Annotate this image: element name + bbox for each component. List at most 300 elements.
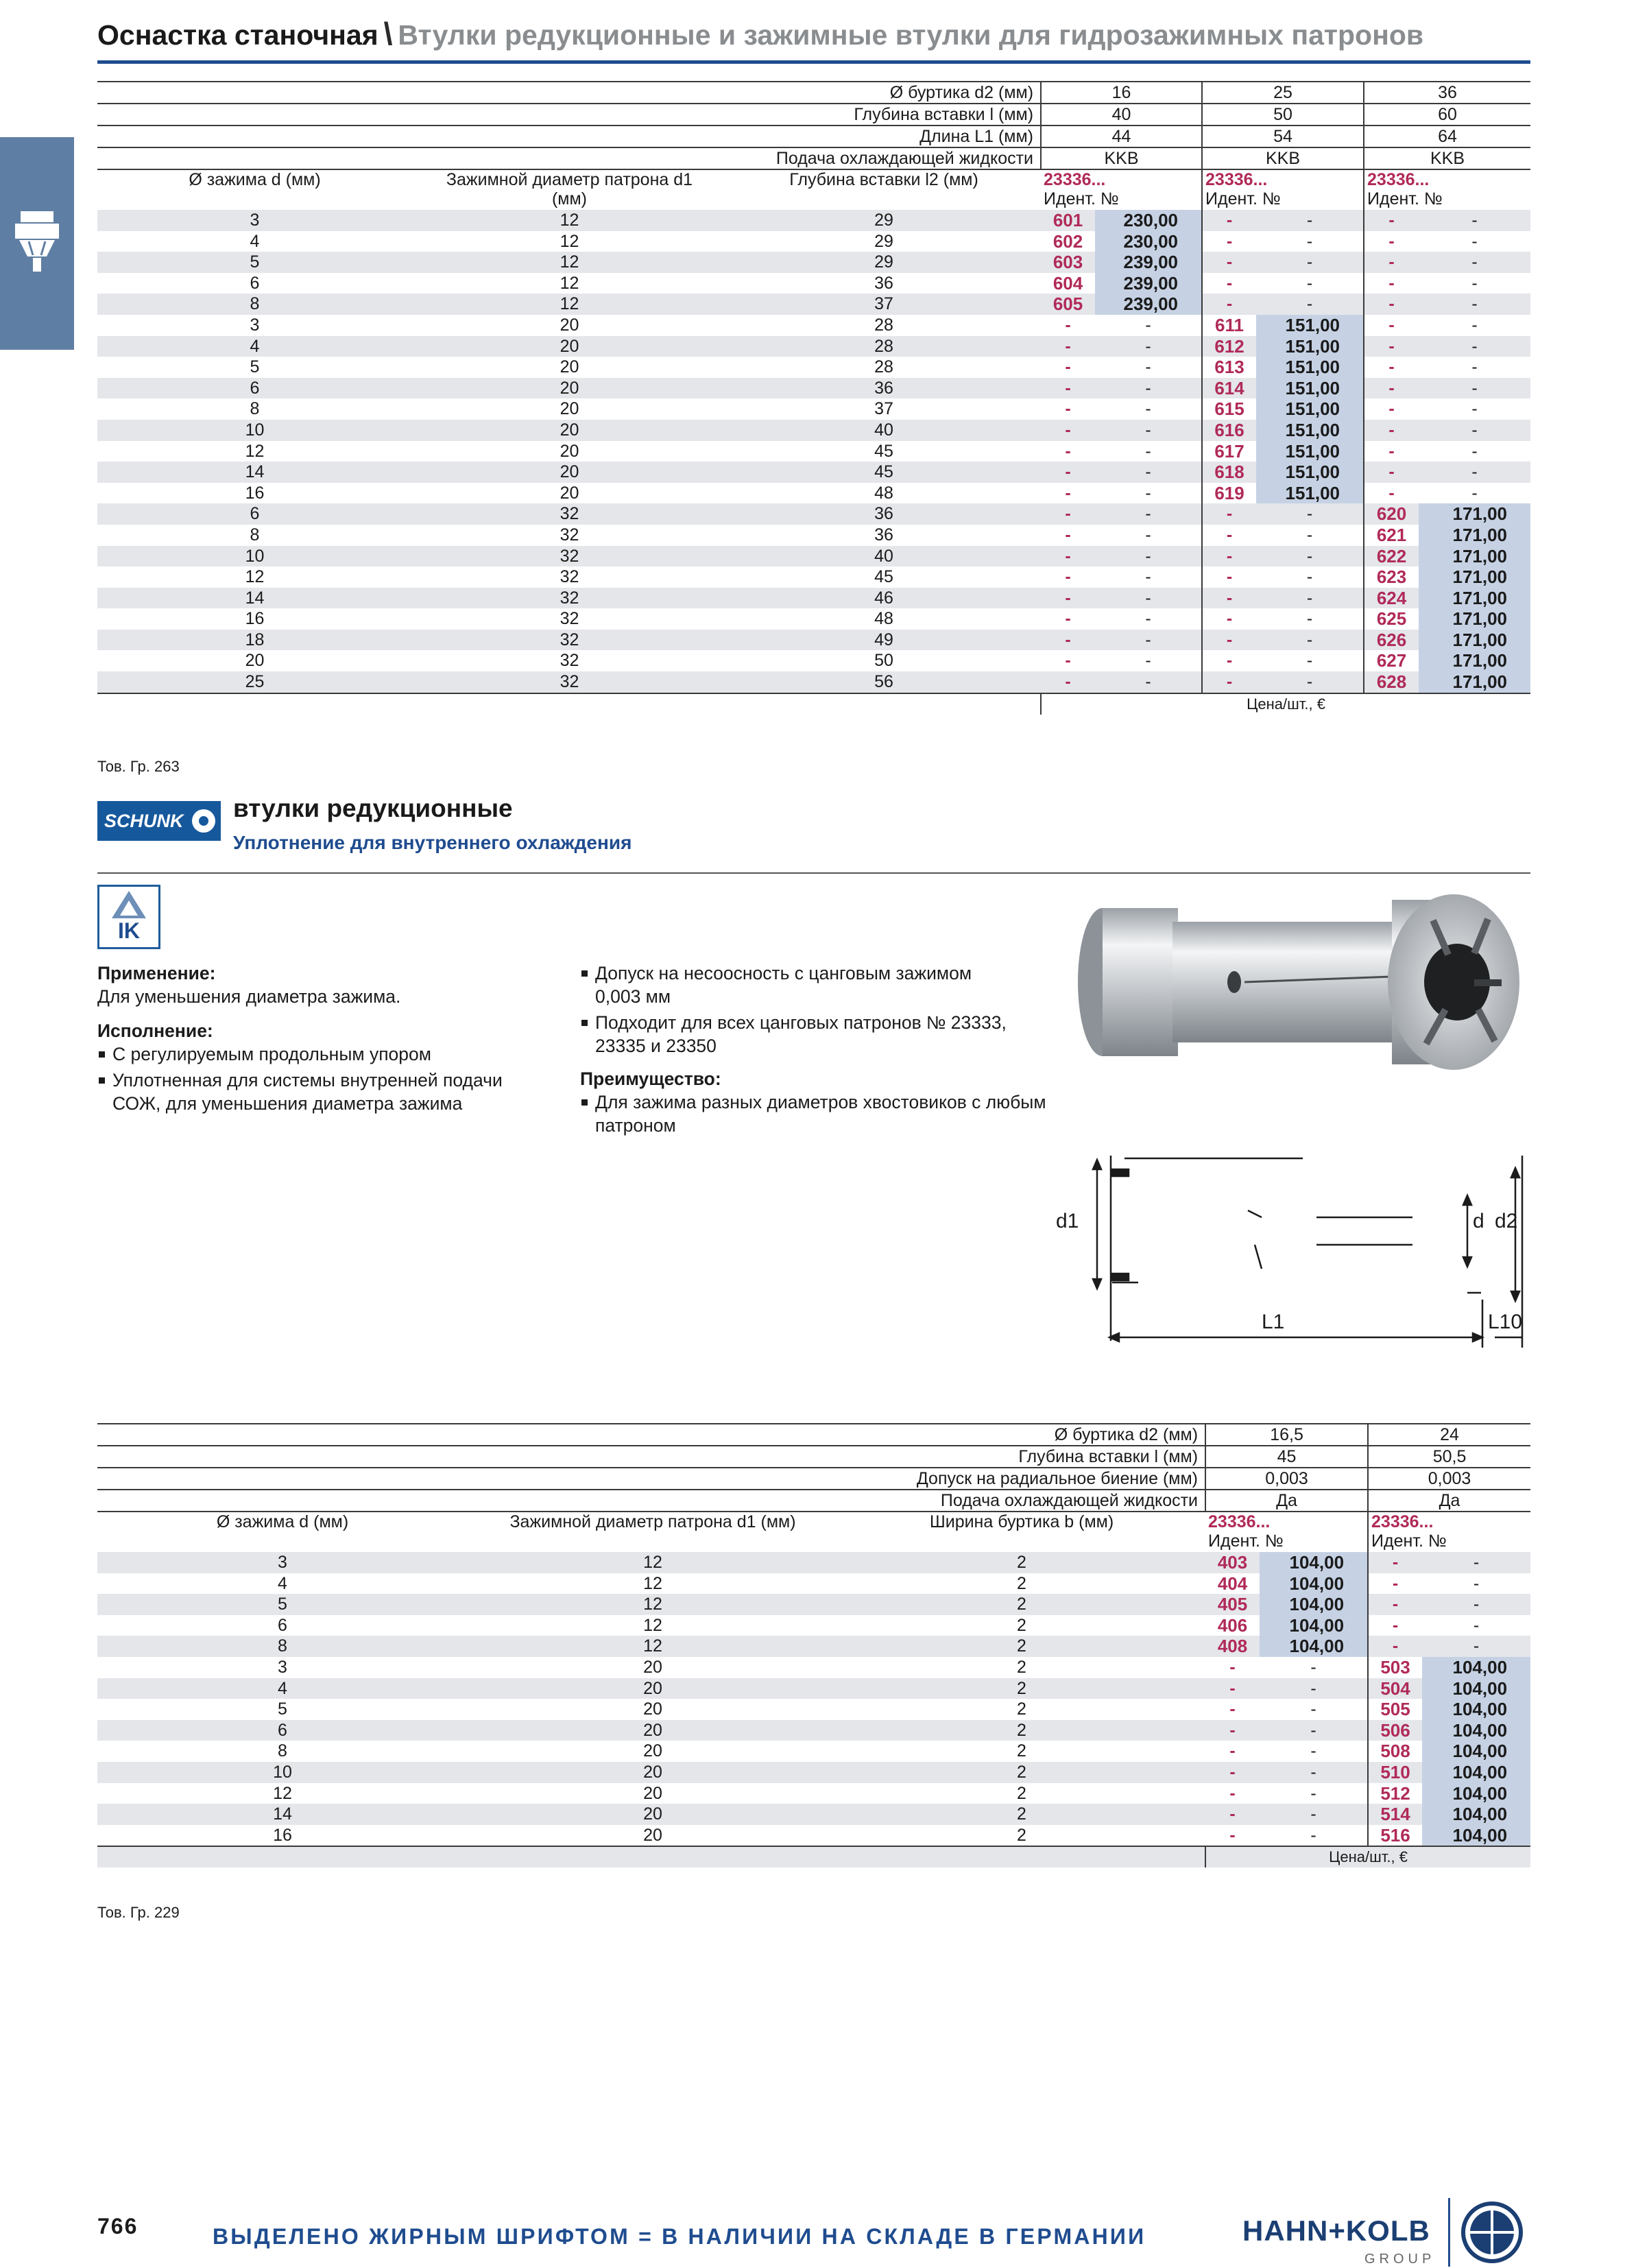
- column-header: [97, 169, 412, 210]
- ik-coolant-icon: IK: [97, 885, 160, 949]
- table-row: [97, 1615, 1530, 1636]
- cell-b: 2: [838, 1594, 1205, 1615]
- price: 230,00: [1095, 210, 1202, 231]
- ident-number: 627: [1376, 650, 1407, 671]
- cell-d: 16: [245, 609, 265, 629]
- price: -: [1260, 1825, 1368, 1847]
- ident-number: -: [1065, 357, 1071, 377]
- spec-row: [97, 1490, 1530, 1512]
- price: -: [1095, 546, 1202, 567]
- cell-d1: 20: [412, 420, 727, 441]
- execution-item: С регулируемым продольным упором: [97, 1042, 536, 1066]
- ident-number: -: [1202, 210, 1256, 231]
- table-row: [97, 1825, 1530, 1847]
- spec-value: 44: [1041, 126, 1202, 147]
- price: -: [1419, 294, 1530, 315]
- cell-d: 12: [245, 567, 265, 587]
- cell-b: 2: [838, 1678, 1205, 1699]
- cell-d1: 20: [643, 1699, 662, 1719]
- ident-number: -: [1388, 357, 1395, 377]
- cell-d1: 20: [643, 1825, 662, 1845]
- price-footer-row: [97, 694, 1530, 715]
- price: -: [1256, 503, 1364, 525]
- article-prefix: 23336...: [1371, 1512, 1434, 1531]
- cell-d: 10: [97, 420, 412, 441]
- spec-value: 54: [1202, 126, 1364, 147]
- price: -: [1095, 441, 1202, 462]
- cell-l2: 56: [727, 671, 1041, 693]
- table-row: [97, 503, 1530, 525]
- cell-b: 2: [838, 1552, 1205, 1573]
- ident-number: 615: [1214, 398, 1244, 420]
- price: -: [1422, 1552, 1530, 1573]
- ident-number: -: [1388, 399, 1395, 419]
- table-row: [97, 252, 1530, 273]
- cell-d: 16: [245, 483, 265, 503]
- spec-row: [97, 147, 1530, 169]
- cell-d: 6: [97, 378, 412, 399]
- spec-row: [97, 1446, 1530, 1468]
- cell-d: 14: [97, 462, 412, 483]
- table-row: [97, 420, 1530, 441]
- price: 104,00: [1422, 1657, 1530, 1678]
- category-side-tab[interactable]: [0, 137, 74, 350]
- price: 104,00: [1260, 1552, 1368, 1573]
- ident-number: -: [1065, 399, 1071, 419]
- ident-number: -: [1041, 630, 1095, 651]
- cell-b: 2: [838, 1720, 1205, 1741]
- reduction-sleeves-table: [97, 81, 1530, 715]
- cell-d: 4: [97, 336, 412, 357]
- cell-d1: 32: [412, 671, 727, 693]
- table-row: [97, 357, 1530, 378]
- cell-d1: 12: [468, 1636, 838, 1657]
- table-row: [97, 1741, 1530, 1762]
- price: 104,00: [1422, 1804, 1530, 1825]
- spec-label: Глубина вставки l (мм): [97, 1446, 1205, 1468]
- ident-number: -: [1041, 378, 1095, 399]
- cell-d: 10: [97, 1762, 468, 1783]
- cell-d1: 32: [560, 609, 579, 629]
- ident-number: 514: [1368, 1804, 1422, 1825]
- column-header-text: Зажимной диаметр патрона d1: [446, 170, 693, 189]
- ident-number: -: [1205, 1762, 1260, 1783]
- cell-d: 6: [278, 1615, 287, 1635]
- price: -: [1095, 462, 1202, 483]
- cell-l2: 37: [727, 294, 1041, 315]
- execution-heading: Исполнение:: [97, 1020, 213, 1041]
- price: -: [1260, 1741, 1368, 1762]
- cell-d1: 20: [643, 1741, 662, 1761]
- price: -: [1256, 252, 1364, 273]
- article-header: [1202, 169, 1364, 210]
- ident-number: -: [1202, 588, 1256, 609]
- table-row: [97, 1552, 1530, 1573]
- cell-d1: 20: [468, 1678, 838, 1699]
- schunk-logo: SCHUNK: [97, 801, 221, 841]
- ident-number: 506: [1368, 1720, 1422, 1741]
- price: 104,00: [1422, 1741, 1530, 1762]
- cell-d1: 20: [412, 462, 727, 483]
- product-rule: [97, 872, 1530, 874]
- price: -: [1260, 1804, 1368, 1825]
- spec-value: 50: [1202, 104, 1364, 126]
- price: 104,00: [1260, 1636, 1368, 1657]
- price: -: [1095, 671, 1202, 693]
- header-rule: [97, 60, 1530, 64]
- price: -: [1473, 1615, 1480, 1635]
- cell-d1: 32: [412, 546, 727, 567]
- cell-d1: 20: [560, 483, 579, 503]
- ident-number: -: [1229, 1741, 1236, 1761]
- cell-d: 5: [97, 1594, 468, 1615]
- cell-d: 25: [97, 671, 412, 693]
- table-row: [97, 588, 1530, 609]
- ident-number: -: [1065, 483, 1071, 503]
- spec-value: 45: [1205, 1446, 1368, 1468]
- cell-d1: 12: [468, 1552, 838, 1573]
- table-row: [97, 650, 1530, 671]
- price: -: [1095, 503, 1202, 525]
- price: -: [1095, 588, 1202, 609]
- table-row: [97, 1594, 1530, 1615]
- cell-d1: 32: [412, 503, 727, 525]
- ident-number: -: [1364, 462, 1419, 483]
- cell-d: 4: [278, 1573, 287, 1593]
- column-header-text: Зажимной диаметр патрона d1 (мм): [509, 1512, 796, 1531]
- ident-number: -: [1065, 651, 1071, 671]
- cell-l2: 37: [874, 399, 893, 419]
- price: -: [1095, 483, 1202, 504]
- spec-row: [97, 1468, 1530, 1490]
- dim-d1: d1: [1056, 1210, 1079, 1232]
- ident-number: 612: [1202, 336, 1256, 357]
- price: -: [1260, 1720, 1368, 1741]
- ident-number: -: [1226, 231, 1233, 251]
- cell-d1: 32: [560, 525, 579, 545]
- spec-label: Ø буртика d2 (мм): [97, 1424, 1205, 1446]
- ident-number: -: [1388, 441, 1395, 461]
- price: 151,00: [1256, 483, 1364, 504]
- product-subtitle: Уплотнение для внутреннего охлаждения: [233, 832, 632, 853]
- cell-d: 3: [250, 315, 260, 335]
- price: 151,00: [1256, 420, 1364, 441]
- ident-number: -: [1065, 315, 1071, 335]
- application-heading: Применение:: [97, 963, 216, 983]
- price: -: [1095, 357, 1202, 378]
- cell-l2: 48: [874, 609, 893, 629]
- table-row: [97, 398, 1530, 420]
- cell-b: 2: [1017, 1573, 1026, 1593]
- spec-value: KKB: [1202, 147, 1364, 169]
- table-row: [97, 273, 1530, 294]
- cell-d: 3: [97, 1552, 468, 1573]
- table-row: [97, 378, 1530, 399]
- price-label: Цена/шт., €: [1041, 694, 1530, 715]
- cell-d: 14: [97, 588, 412, 609]
- ident-number: -: [1388, 231, 1395, 251]
- cell-d: 18: [97, 630, 412, 651]
- column-header-text: Ширина буртика b (мм): [929, 1512, 1114, 1531]
- price: 230,00: [1095, 231, 1202, 252]
- ident-number: 623: [1376, 566, 1407, 588]
- price: -: [1256, 650, 1364, 671]
- ident-number: 624: [1364, 588, 1419, 609]
- price: -: [1471, 483, 1478, 503]
- ident-number: -: [1229, 1657, 1236, 1677]
- dim-d2: d2: [1495, 1210, 1518, 1232]
- price: 104,00: [1422, 1699, 1530, 1720]
- ident-number: -: [1226, 273, 1233, 293]
- cell-b: 2: [1017, 1741, 1026, 1761]
- cell-l2: 29: [727, 252, 1041, 273]
- ident-number: 613: [1214, 357, 1244, 378]
- ident-number: 620: [1364, 503, 1419, 525]
- spec-label: Глубина вставки l (мм): [97, 104, 1041, 126]
- ident-number: -: [1226, 651, 1233, 671]
- spec-row: [97, 126, 1530, 147]
- footer-spacer: [97, 1847, 1205, 1867]
- spec-value: 60: [1364, 104, 1530, 126]
- cell-d: 6: [250, 273, 260, 293]
- price: 104,00: [1422, 1825, 1530, 1847]
- page-header: [97, 15, 1530, 64]
- cell-d: 14: [97, 1804, 468, 1825]
- price: 239,00: [1095, 252, 1202, 273]
- ident-number: 408: [1205, 1636, 1260, 1657]
- spec-value: 0,003: [1368, 1468, 1530, 1490]
- price: -: [1095, 630, 1202, 651]
- application-block: [97, 962, 536, 1115]
- ident-number: -: [1364, 210, 1419, 231]
- price: -: [1419, 420, 1530, 441]
- spec-value: 36: [1364, 82, 1530, 104]
- dim-L1: L1: [1262, 1311, 1285, 1333]
- ident-number: 404: [1217, 1573, 1248, 1594]
- price: 104,00: [1260, 1573, 1368, 1595]
- ident-number: 406: [1217, 1614, 1248, 1636]
- cell-d1: 20: [412, 378, 727, 399]
- table-row: [97, 671, 1530, 693]
- ident-number: -: [1065, 567, 1071, 587]
- price: -: [1260, 1783, 1368, 1804]
- cell-b: 2: [1017, 1783, 1026, 1803]
- cell-d1: 12: [560, 231, 579, 251]
- ident-number: 605: [1041, 294, 1095, 315]
- price: -: [1256, 525, 1364, 546]
- column-header: [727, 169, 1041, 210]
- ident-number: 626: [1364, 630, 1419, 651]
- cell-d: 8: [250, 525, 260, 545]
- dim-d: d: [1473, 1210, 1484, 1232]
- product-group-ref-1: Тов. Гр. 263: [97, 758, 180, 775]
- price: 151,00: [1256, 357, 1364, 378]
- cell-d1: 20: [560, 315, 579, 335]
- price: 151,00: [1256, 462, 1364, 483]
- advantage-item: Для зажима разных диаметров хвостовиков с любым патроном: [580, 1090, 1048, 1137]
- cell-l2: 28: [874, 315, 893, 335]
- ident-number: -: [1041, 503, 1095, 525]
- price: 151,00: [1256, 378, 1364, 399]
- ident-number: -: [1205, 1678, 1260, 1699]
- price: -: [1095, 650, 1202, 671]
- spec-value: 50,5: [1368, 1446, 1530, 1468]
- article-header: [1205, 1512, 1368, 1552]
- table-row: [97, 546, 1530, 567]
- cell-d: 6: [97, 1720, 468, 1741]
- cell-l2: 36: [874, 525, 893, 545]
- table-row: [97, 462, 1530, 483]
- table-row: [97, 630, 1530, 651]
- price: -: [1422, 1636, 1530, 1657]
- cell-l2: 50: [874, 651, 893, 671]
- ident-number: -: [1364, 336, 1419, 357]
- cell-d1: 32: [412, 588, 727, 609]
- table-row: [97, 441, 1530, 462]
- ident-number: 622: [1364, 546, 1419, 567]
- cell-l2: 29: [727, 210, 1041, 231]
- product-group-ref-2: Тов. Гр. 229: [97, 1904, 180, 1921]
- article-prefix: 23336...: [1367, 170, 1430, 189]
- cell-d1: 12: [412, 210, 727, 231]
- ident-number: 510: [1368, 1762, 1422, 1783]
- cell-l2: 45: [874, 441, 893, 461]
- column-header-text: (мм): [551, 189, 588, 208]
- ident-number: 602: [1052, 230, 1083, 252]
- spec-label: Допуск на радиальное биение (мм): [97, 1468, 1205, 1490]
- cell-d: 5: [97, 252, 412, 273]
- cell-d1: 32: [560, 651, 579, 671]
- spec-value: 25: [1202, 82, 1364, 104]
- cell-l2: 49: [727, 630, 1041, 651]
- ident-number: -: [1041, 462, 1095, 483]
- ident-number: -: [1368, 1636, 1422, 1657]
- price: 171,00: [1419, 671, 1530, 693]
- ident-number: -: [1202, 546, 1256, 567]
- ident-number: -: [1364, 294, 1419, 315]
- cell-b: 2: [1017, 1699, 1026, 1719]
- cell-l2: 45: [727, 462, 1041, 483]
- cell-d1: 20: [643, 1783, 662, 1803]
- ident-number: 614: [1202, 378, 1256, 399]
- price: 171,00: [1419, 525, 1530, 546]
- price: 151,00: [1256, 441, 1364, 462]
- article-header: [1364, 169, 1530, 210]
- application-text: Для уменьшения диаметра зажима.: [97, 986, 401, 1007]
- table-row: [97, 1804, 1530, 1825]
- ident-number: -: [1065, 609, 1071, 629]
- price: 239,00: [1095, 294, 1202, 315]
- cell-b: 2: [838, 1804, 1205, 1825]
- table-row: [97, 566, 1530, 588]
- hahn-kolb-logo: HAHN+KOLB GROUP: [1242, 2198, 1537, 2267]
- price: -: [1256, 294, 1364, 315]
- cell-b: 2: [1017, 1657, 1026, 1677]
- cell-d1: 20: [560, 357, 579, 377]
- ident-number: -: [1388, 273, 1395, 293]
- cell-b: 2: [838, 1762, 1205, 1783]
- spec-row: [97, 104, 1530, 126]
- price: 171,00: [1419, 630, 1530, 651]
- product-photo: [1070, 879, 1536, 1085]
- ident-number: -: [1202, 503, 1256, 525]
- spec-label: Подача охлаждающей жидкости: [97, 147, 1041, 169]
- ident-number: 601: [1041, 210, 1095, 231]
- ident-number: -: [1364, 378, 1419, 399]
- page-subtitle: Втулки редукционные и зажимные втулки для гидрозажимных патронов: [398, 19, 1424, 51]
- cell-d1: 12: [412, 294, 727, 315]
- cell-d: 20: [245, 651, 265, 671]
- price: 104,00: [1422, 1720, 1530, 1741]
- ident-number: 512: [1380, 1782, 1410, 1804]
- price: -: [1256, 231, 1364, 252]
- spec-value: 64: [1364, 126, 1530, 147]
- ident-number: 616: [1202, 420, 1256, 441]
- ident-number: 603: [1041, 252, 1095, 273]
- ident-number: 405: [1205, 1594, 1260, 1615]
- ident-label: Идент. №: [1044, 189, 1119, 208]
- price: 104,00: [1422, 1783, 1530, 1804]
- price: -: [1256, 630, 1364, 651]
- table-row: [97, 525, 1530, 546]
- column-header: [468, 1512, 838, 1552]
- page-number: 766: [97, 2214, 139, 2239]
- cell-l2: 28: [727, 336, 1041, 357]
- spec-row: [97, 82, 1530, 104]
- price: -: [1260, 1699, 1368, 1720]
- cell-d1: 12: [468, 1594, 838, 1615]
- ident-number: 617: [1214, 440, 1244, 462]
- ident-number: -: [1041, 420, 1095, 441]
- column-header: [97, 1512, 468, 1552]
- price: -: [1471, 273, 1478, 293]
- cell-d: 5: [250, 357, 260, 377]
- table-row: [97, 1762, 1530, 1783]
- cell-d1: 20: [468, 1762, 838, 1783]
- reduction-sleeves-ik-table: [97, 1423, 1530, 1867]
- price-footer-row: [97, 1847, 1530, 1867]
- ident-number: -: [1202, 294, 1256, 315]
- column-header: [838, 1512, 1205, 1552]
- spec-value: 16: [1041, 82, 1202, 104]
- price: -: [1095, 336, 1202, 357]
- ident-number: -: [1229, 1783, 1236, 1803]
- cell-d: 10: [97, 546, 412, 567]
- price: 171,00: [1419, 588, 1530, 609]
- table-row: [97, 1657, 1530, 1678]
- price: -: [1095, 420, 1202, 441]
- product-title: втулки редукционные: [233, 794, 513, 822]
- cell-d1: 32: [560, 567, 579, 587]
- price: 171,00: [1419, 650, 1530, 671]
- article-prefix: 23336...: [1205, 170, 1268, 189]
- cell-d: 6: [97, 503, 412, 525]
- table-row: [97, 1720, 1530, 1741]
- price: -: [1419, 252, 1530, 273]
- price: 151,00: [1256, 336, 1364, 357]
- ident-number: -: [1229, 1825, 1236, 1845]
- column-header-row: [97, 1512, 1530, 1552]
- table-row: [97, 315, 1530, 336]
- price: -: [1471, 231, 1478, 251]
- spec-value: 40: [1041, 104, 1202, 126]
- column-header-row: [97, 169, 1530, 210]
- price: -: [1256, 210, 1364, 231]
- price: -: [1095, 378, 1202, 399]
- cell-d1: 20: [412, 336, 727, 357]
- spec-label: Длина L1 (мм): [97, 126, 1041, 147]
- table-row: [97, 210, 1530, 231]
